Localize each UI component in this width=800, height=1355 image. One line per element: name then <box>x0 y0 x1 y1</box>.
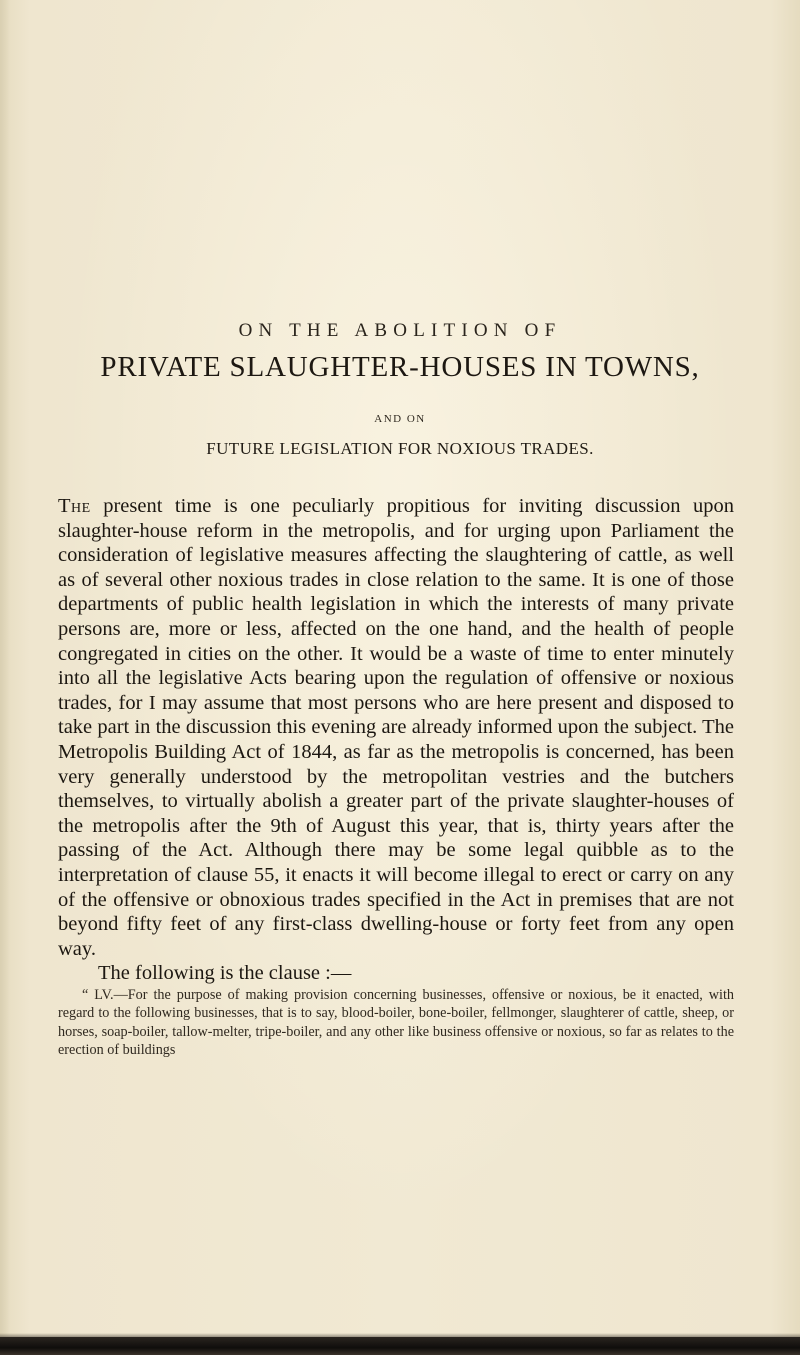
title-conjunction: AND ON <box>374 413 426 425</box>
opening-paragraph <box>58 494 734 961</box>
clause-quote: “ LV.—For the purpose of making provision concerning businesses, offensive or noxious, be it enacted, with regard to the following businesses, that is to say, blood-boiler, bone-boiler, fellmonger, slaughterer of cattle, sheep, or horses, soap-boiler, tallow-melter, tripe-boiler, and any other like business offensive or noxious, so far as relates to the erection of buildings <box>58 986 734 1059</box>
article-body <box>58 494 734 1060</box>
clause-intro: The following is the clause :— <box>98 962 352 985</box>
opening-word: The <box>58 495 91 517</box>
scan-bottom-edge <box>0 1337 800 1355</box>
title-kicker: ON THE ABOLITION OF <box>238 320 562 341</box>
page-title: PRIVATE SLAUGHTER-HOUSES IN TOWNS, <box>100 351 700 383</box>
page-subtitle: FUTURE LEGISLATION FOR NOXIOUS TRADES. <box>206 439 594 458</box>
opening-paragraph-text: present time is one peculiarly propitious for inviting discussion upon slaughter-house reform in the metropolis, and for urging upon Parliament the consideration of legislative measures affecting the slaughtering of cattle, as well as of several other noxious trades in close relation to the same. It is one of those departments of public health legislation in which the interests of many private persons are, more or less, affected on the one hand, and the health of people congregated in cities on the other. It would be a waste of time to enter minutely into all the legislative Acts bearing upon the regulation of offensive or noxious trades, for I may assume that most persons who are here present and disposed to take part in the discussion this evening are already informed upon the subject. The Metropolis Building Act of 1844, as far as the metropolis is concerned, has been very generally understood by the metropolitan vestries and the butchers themselves, to virtually abolish a greater part of the private slaughter-houses of the metropolis after the 9th of August this year, that is, thirty years after the passing of the Act. Although there may be some legal quibble as to the interpretation of clause 55, it enacts it will become illegal to erect or carry on any of the offensive or obnoxious trades specified in the Act in premises that are not beyond fifty feet of any first-class dwelling-house or forty feet from any open way. <box>58 495 735 960</box>
page-binding-shadow <box>0 0 10 1355</box>
